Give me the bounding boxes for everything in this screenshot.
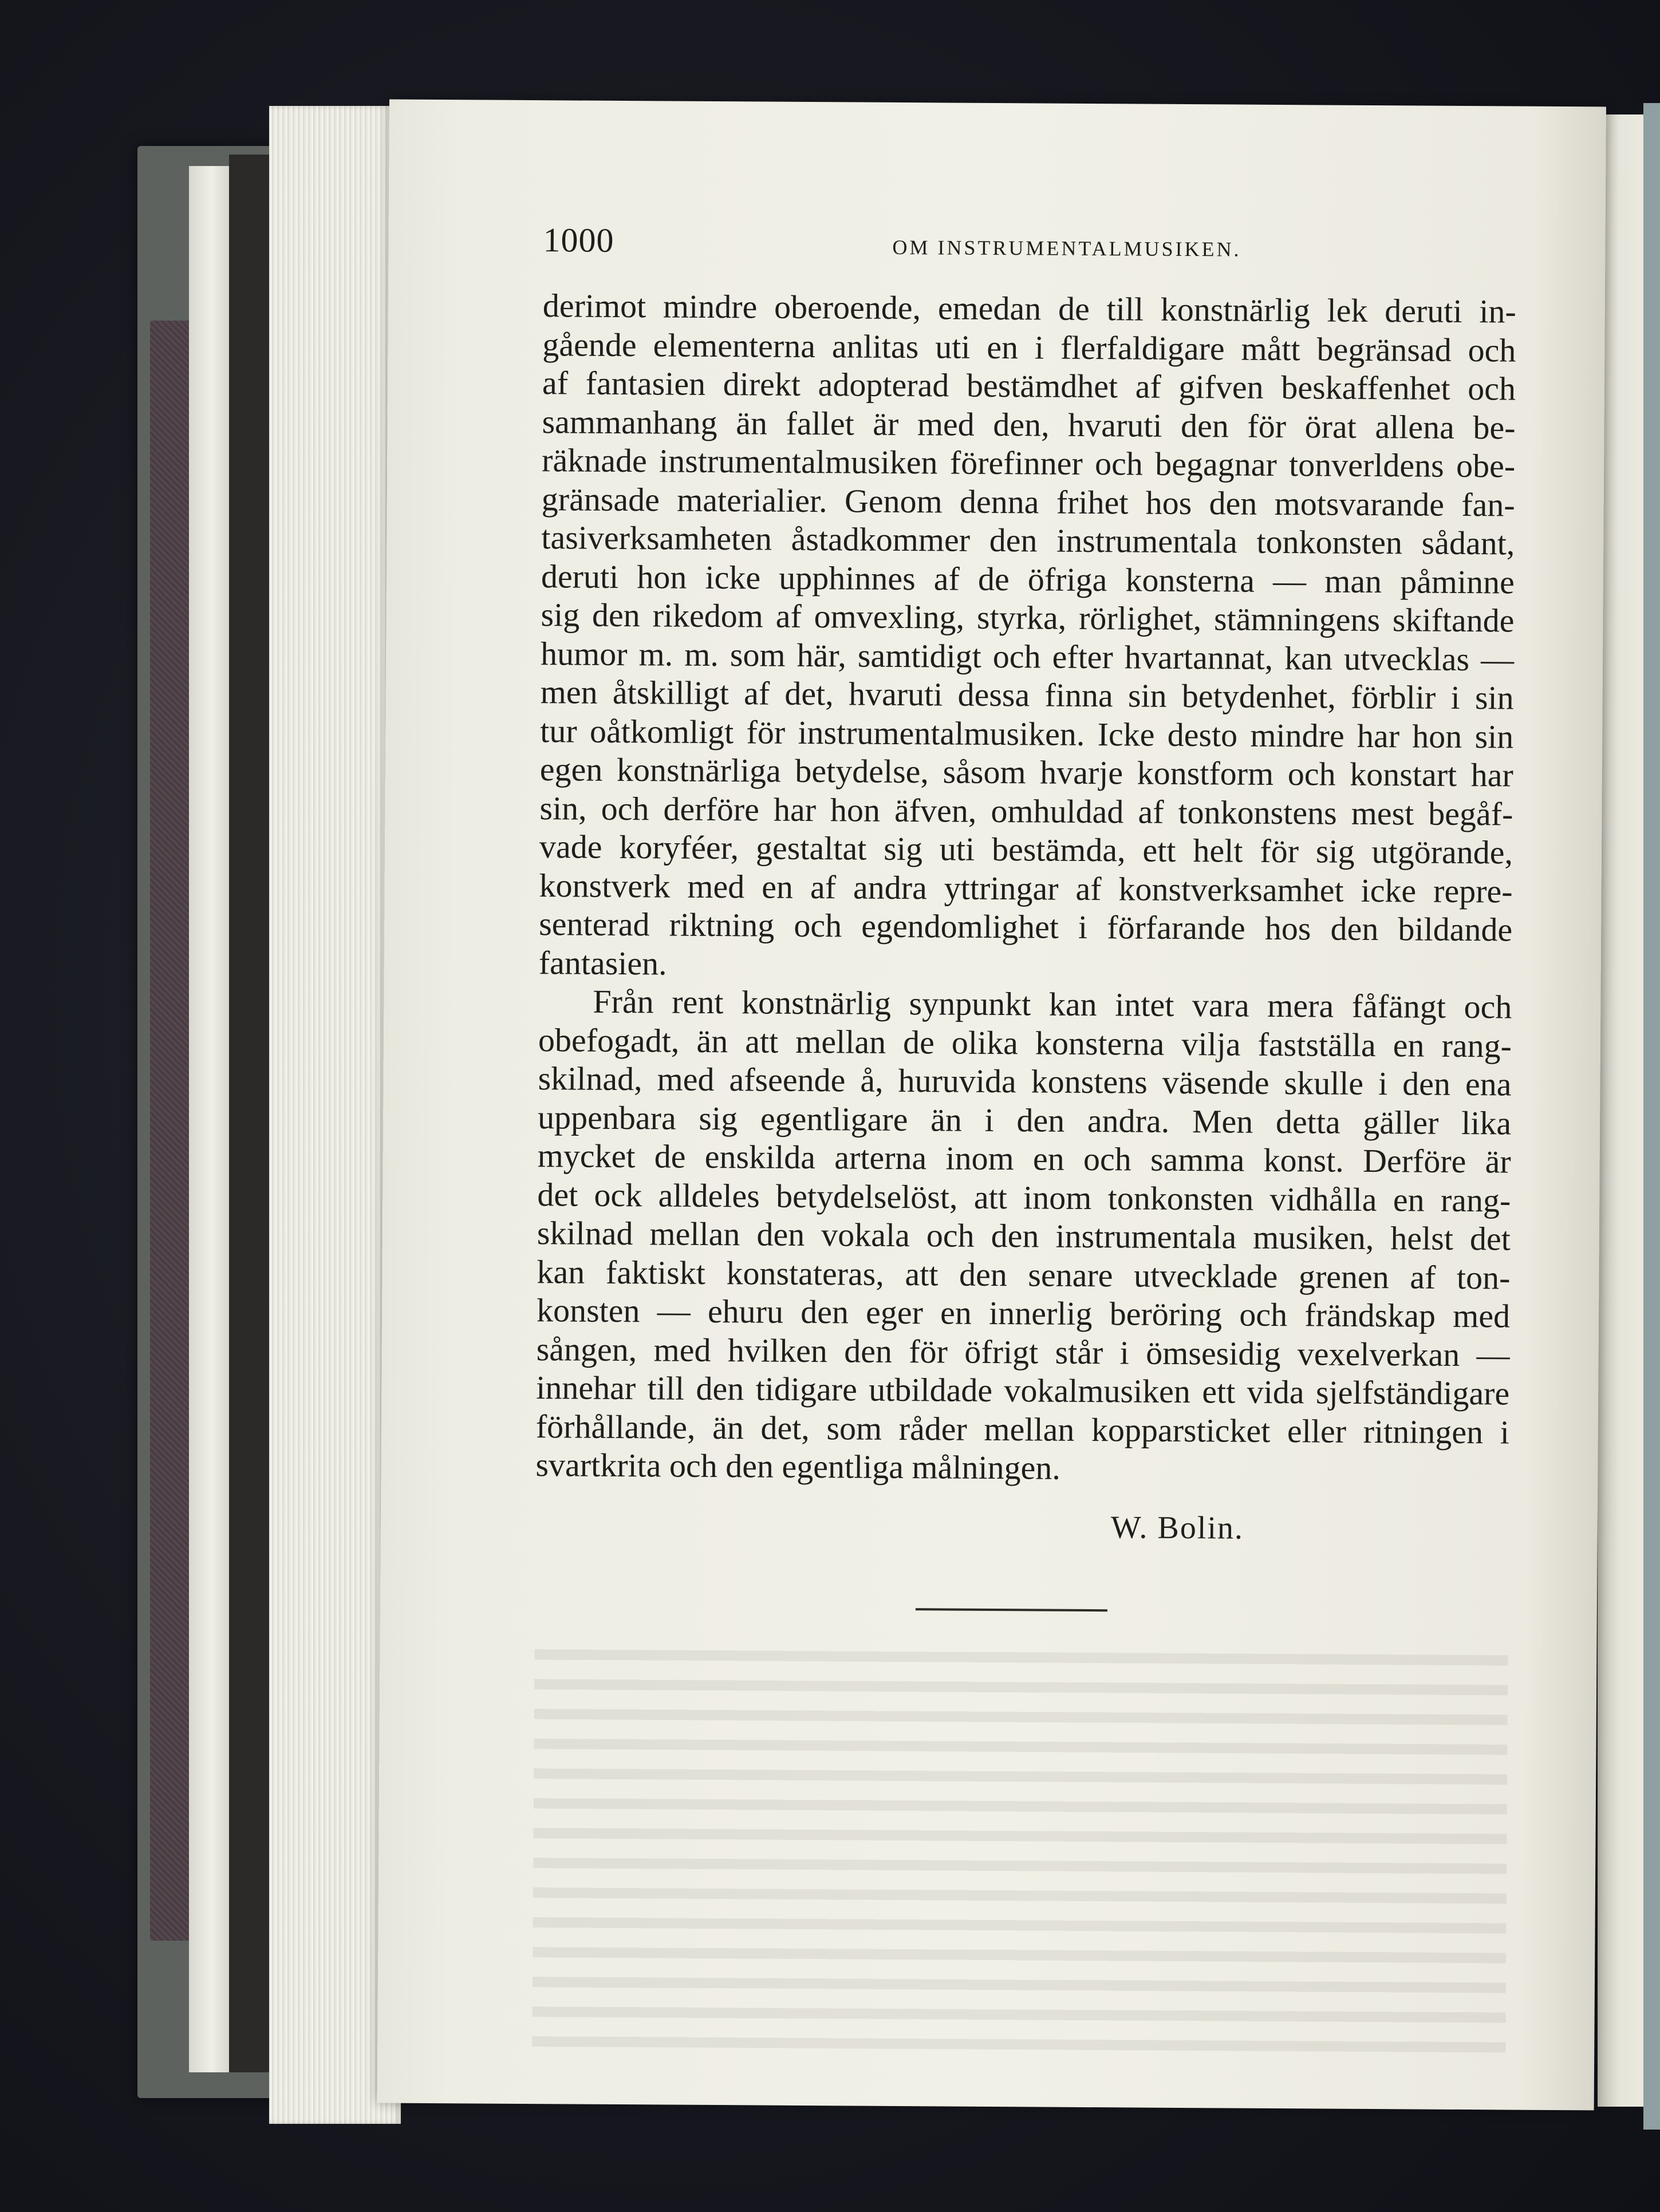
board-edge — [189, 166, 235, 2072]
text-line: förhållande, än det, som råder mellan kopparsticket eller ritningen i — [535, 1407, 1510, 1451]
text-line: men åtskilligt af det, hvaruti dessa finna sin betydenhet, förblir i sin — [540, 673, 1514, 717]
author-signature: W. Bolin. — [1110, 1510, 1244, 1546]
text-line: det ock alldeles betydelselöst, att inom tonkonsten vidhålla en rang- — [537, 1175, 1511, 1219]
text-line: kan faktiskt konstateras, att den senare utvecklade grenen af ton- — [537, 1253, 1511, 1297]
section-divider — [916, 1608, 1107, 1611]
text-line: räknade instrumentalmusiken förefinner och begagnar tonverldens obe- — [541, 441, 1516, 485]
text-line: svartkrita och den egentliga målningen. — [535, 1446, 1061, 1487]
running-head: OM INSTRUMENTALMUSIKEN. — [892, 235, 1241, 261]
spine-gutter — [229, 155, 269, 2072]
text-line: innehar till den tidigare utbildade vokalmusiken ett vida sjelfständigare — [536, 1369, 1510, 1412]
book-page — [377, 100, 1606, 2111]
text-line: tasiverksamheten åstadkommer den instrumentala tonkonsten sådant, — [541, 519, 1515, 562]
show-through-text — [532, 1646, 1508, 2052]
text-line: skilnad mellan den vokala och den instrumentala musiken, helst det — [537, 1214, 1511, 1258]
text-line: uppenbara sig egentligare än i den andra. Men detta gäller lika — [537, 1098, 1512, 1142]
text-line: gränsade materialier. Genom denna frihet hos den motsvarande fan- — [541, 480, 1515, 524]
text-line: konstverk med en af andra yttringar af konstverksamhet icke repre- — [539, 866, 1513, 910]
text-line: senterad riktning och egendomlighet i förfarande hos den bildande — [539, 905, 1513, 949]
text-line: skilnad, med afseende å, huruvida konstens väsende skulle i den ena — [538, 1060, 1512, 1103]
right-cover-strip — [1643, 103, 1660, 2130]
text-line: sången, med hvilken den för öfrigt står i ömsesidig vexelverkan — — [536, 1330, 1510, 1374]
text-line: sin, och derföre har hon äfven, omhuldad af tonkonstens mest begåf- — [539, 789, 1513, 833]
page-header — [543, 220, 1488, 272]
text-line: konsten — ehuru den eger en innerlig beröring och frändskap med — [536, 1291, 1511, 1335]
text-line: obefogadt, än att mellan de olika konsterna vilja fastställa en rang- — [538, 1021, 1512, 1065]
text-line: vade koryféer, gestaltat sig uti bestämda, ett helt för sig utgörande, — [539, 828, 1513, 871]
text-line: Från rent konstnärlig synpunkt kan intet vara mera fåfängt och — [593, 982, 1512, 1026]
text-line: fantasien. — [538, 943, 667, 982]
page-number: 1000 — [543, 221, 614, 259]
text-line: sammanhang än fallet är med den, hvaruti den för örat allena be- — [542, 402, 1516, 447]
text-line: deruti hon icke upphinnes af de öfriga konsterna — man påminne — [541, 557, 1515, 601]
text-line: sig den rikedom af omvexling, styrka, rörlighet, stämningens skiftande — [541, 596, 1515, 639]
text-line: af fantasien direkt adopterad bestämdhet af gifven beskaffenhet och — [542, 364, 1516, 408]
text-line: gående elementerna anlitas uti en i flerfaldigare mått begränsad och — [542, 325, 1516, 369]
text-line: mycket de enskilda arterna inom en och samma konst. Derföre är — [537, 1137, 1511, 1180]
text-line: humor m. m. som här, samtidigt och efter hvartannat, kan utvecklas — — [540, 634, 1515, 678]
text-line: derimot mindre oberoende, emedan de till konstnärlig lek deruti in- — [542, 287, 1516, 330]
text-line: tur oåtkomligt för instrumentalmusiken. Icke desto mindre har hon sin — [540, 712, 1514, 756]
text-line: egen konstnärliga betydelse, såsom hvarje konstform och konstart har — [539, 750, 1514, 794]
body-text — [535, 286, 1516, 1490]
